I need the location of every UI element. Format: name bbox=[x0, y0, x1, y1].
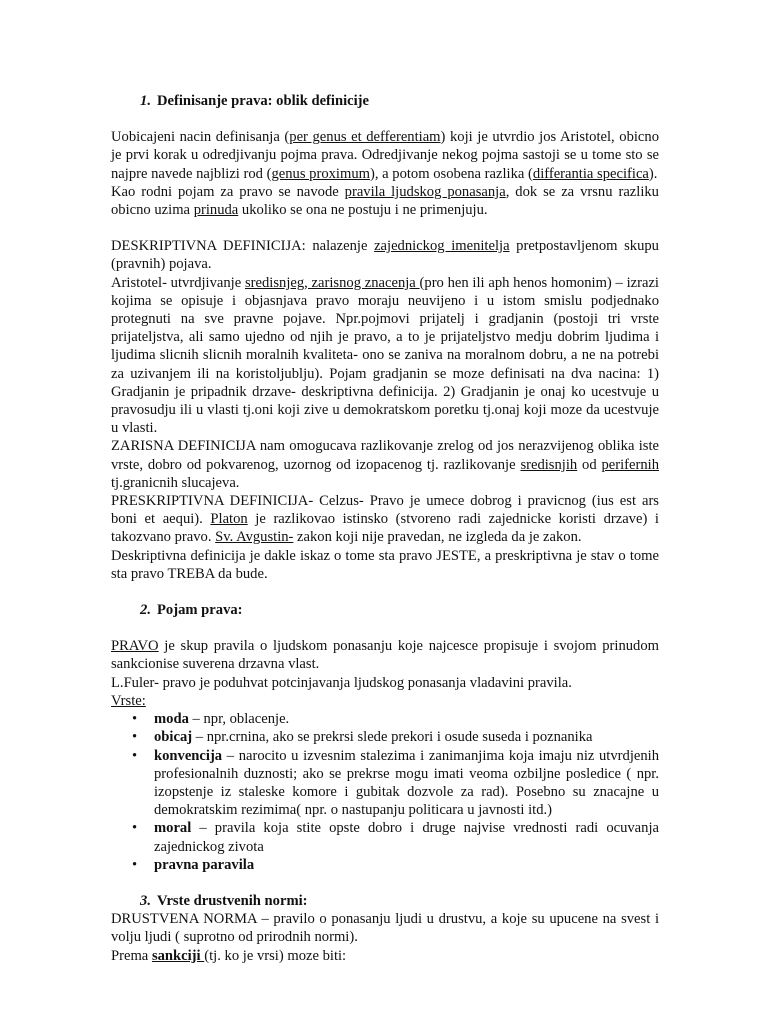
underlined-term: pravila ljudskog ponasanja bbox=[344, 183, 506, 200]
underlined-term: prinuda bbox=[193, 202, 239, 219]
types-label: Vrste: bbox=[111, 692, 146, 709]
underlined-term: sankciji bbox=[151, 947, 205, 964]
list-item: • moral – pravila koja stite opste dobro i druge najvise vrednosti radi ocuvanja zajednickog zivota bbox=[132, 820, 659, 855]
underlined-term: zajednickog imenitelja bbox=[374, 238, 510, 255]
underlined-term: per genus et defferentiam bbox=[289, 129, 441, 146]
section-1-heading bbox=[111, 92, 659, 110]
paragraph-definition-method: Uobicajeni nacin definisanja (per genus et defferentiam) koji je utvrdio jos Aristotel, obicno je prvi korak u odredjivanju pojma prava. Odredjivanje nekog pojma sastoji se u tome sto se najpre navede najblizi rod (genus proximum), a potom osobena razlika (differantia specifica). bbox=[111, 129, 659, 182]
bullet-icon: • bbox=[132, 820, 138, 837]
section-title: Definisanje prava: oblik definicije bbox=[157, 93, 370, 109]
paragraph-fuller: L.Fuler- pravo je poduhvat potcinjavanja ljudskog ponasanja vladavini pravila. bbox=[111, 674, 572, 691]
paragraph-focal-definition: ZARISNA DEFINICIJA nam omogucava razlikovanje zrelog od jos nerazvijenog oblika iste vrste, dobro od pokvarenog, uzornog od izopacenog tj. razlikovanje sredisnjih od perifernih tj.granicnih slucajeva. bbox=[111, 438, 660, 491]
section-title: Vrste drustvenih normi: bbox=[157, 892, 308, 909]
paragraph-sanction: Prema sankciji (tj. ko je vrsi) moze biti: bbox=[111, 947, 347, 964]
paragraph-law-definition: PRAVO je skup pravila o ljudskom ponasanju koje najcesce propisuje i svojom prinudom sankcionise suverena drzavna vlast. bbox=[111, 638, 659, 673]
document-content bbox=[111, 92, 659, 965]
underlined-term: differantia specifica bbox=[532, 165, 649, 182]
underlined-term: Sv. Avgustin- bbox=[215, 529, 294, 546]
norm-types-list bbox=[111, 710, 659, 874]
bullet-icon: • bbox=[132, 729, 138, 746]
section-number: 3. bbox=[140, 892, 151, 909]
paragraph-genus-concept: Kao rodni pojam za pravo se navode pravila ljudskog ponasanja, dok se za vrsnu razliku obicno uzima prinuda ukoliko se ona ne postuju i ne primenjuju. bbox=[111, 183, 659, 219]
section-number: 2. bbox=[140, 602, 151, 619]
underlined-term: PRAVO bbox=[111, 638, 159, 655]
underlined-term: Platon bbox=[210, 511, 248, 528]
underlined-term: genus proximum bbox=[271, 165, 370, 182]
paragraph-aristotle: Aristotel- utvrdjivanje sredisnjeg, zarisnog znacenja (pro hen ili aph henos homonim) – izrazi kojima se opisuje i objasnjava pravo moraju neuvijeno i u istom smislu podjednako protegnuti na sve pravne pojave. Npr.pojmovi prijatelj i gradjanin (postoji tri vrste prijateljstva, ali samo ujedno od njih je pravo, a to je prijateljstvo medju dobrim ljudima i ljudima slicnih slicnih moralnih kvaliteta- ono se zaniva na moralnom dobru, a ne na potrebi za uzivanjem ili na koristoljublju). Pojam gradjanin se moze definisati na dva nacina: 1) Gradjanin je pripadnik drzave- deskriptivna definicija. 2) Gradjanin je onaj ko ucestvuje u pravosudju ili u vlasti tj.oni koji zive u demokratskom poretku tj.onaj koji moze da ucestvuje u vlasti. bbox=[111, 274, 659, 437]
list-item: • konvencija – narocito u izvesnim stalezima i zanimanjima koja imaju niz utvrdjenih profesionalnih duznosti; ako se prekrse mogu imati veoma ozbiljne posledice ( npr. izopstenje iz staleske komore i gubitak dozvole za rad). Posebno su znacajne u demokratskim rezimima( npr. o nastupanju politicara u javnosti itd.) bbox=[132, 747, 659, 819]
underlined-term: perifernih bbox=[601, 456, 660, 473]
paragraph-summary: Deskriptivna definicija je dakle iskaz o tome sta pravo JESTE, a preskriptivna je stav o tome sta pravo TREBA da bude. bbox=[111, 547, 659, 582]
bullet-icon: • bbox=[132, 711, 138, 728]
paragraph-descriptive-definition: DESKRIPTIVNA DEFINICIJA: nalazenje zajednickog imenitelja pretpostavljenom skupu (pravnih) pojava. bbox=[111, 238, 659, 273]
underlined-term: sredisnjih bbox=[520, 456, 578, 473]
paragraph-prescriptive-definition: PRESKRIPTIVNA DEFINICIJA- Celzus- Pravo je umece dobrog i pravicnog (ius est ars boni et aequi). Platon je razlikovao istinsko (stvoreno radi zajednicke koristi drzave) i takozvano pravo. Sv. Avgustin- zakon koji nije pravedan, ne izgleda da je zakon. bbox=[111, 493, 659, 546]
section-2-heading bbox=[111, 601, 659, 619]
bullet-icon: • bbox=[132, 747, 138, 764]
bullet-icon: • bbox=[132, 856, 138, 873]
list-item: • obicaj – npr.crnina, ako se prekrsi slede prekori i osude suseda i poznanika bbox=[132, 729, 593, 746]
section-title: Pojam prava: bbox=[157, 602, 243, 619]
section-3-heading bbox=[111, 892, 659, 910]
list-item: • pravna paravila bbox=[132, 856, 255, 873]
underlined-term: sredisnjeg, zarisnog znacenja bbox=[244, 274, 420, 291]
list-item: • moda – npr, oblacenje. bbox=[132, 711, 290, 728]
paragraph-social-norm: DRUSTVENA NORMA – pravilo o ponasanju ljudi u drustvu, a koje su upucene na svest i volju ljudi ( suprotno od prirodnih normi). bbox=[111, 911, 659, 946]
section-number: 1. bbox=[140, 93, 151, 109]
